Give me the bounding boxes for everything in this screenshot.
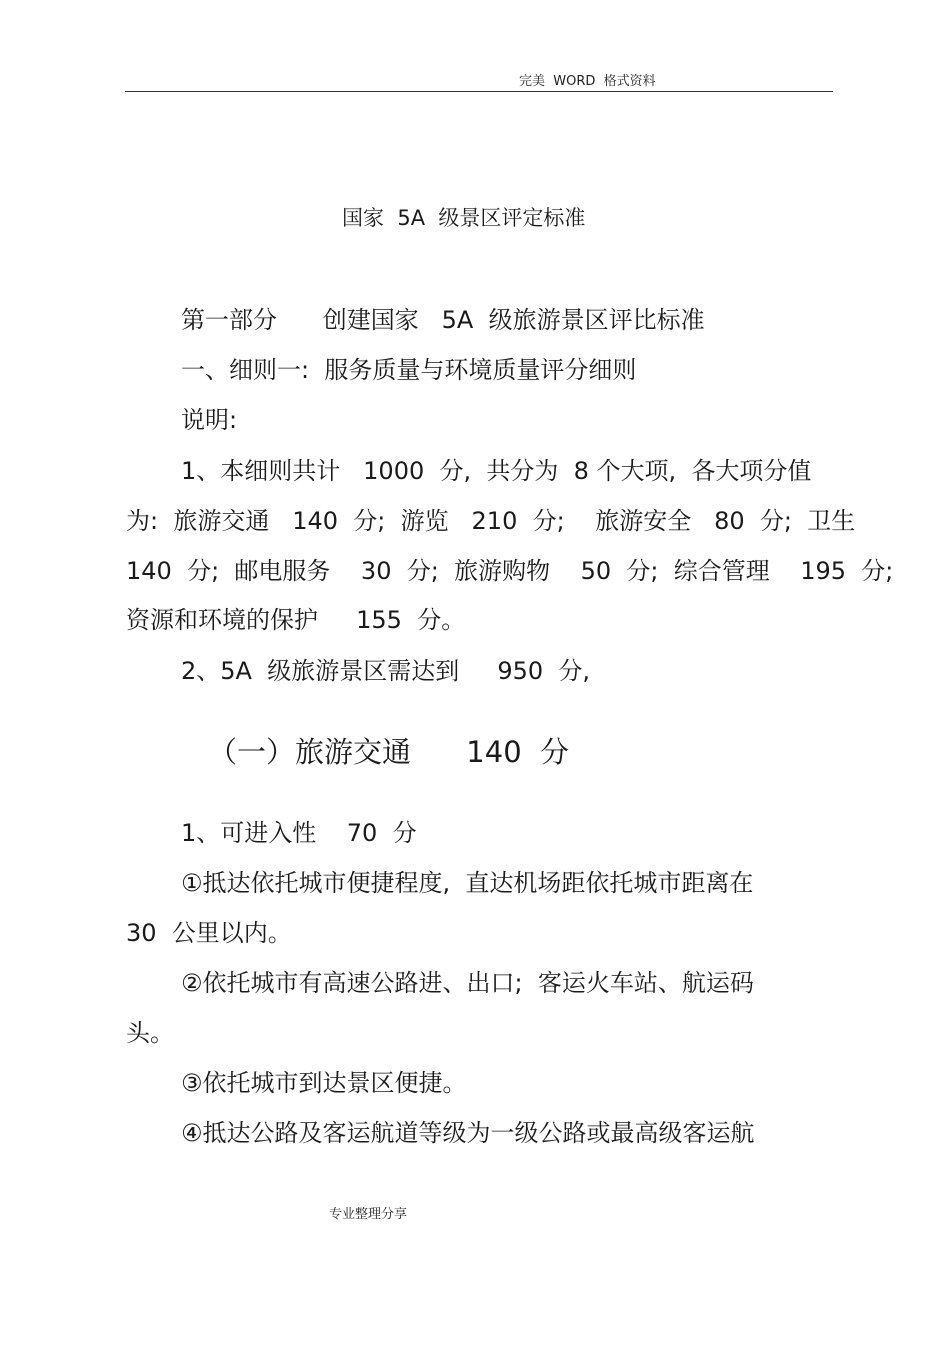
part-heading: 第一部分 创建国家 5A 级旅游景区评比标准 [181, 306, 705, 334]
header-divider [125, 91, 833, 92]
paragraph-line: 为: 旅游交通 140 分; 游览 210 分; 旅游安全 80 分; 卫生 [126, 507, 856, 535]
page-footer-text: 专业整理分享 [329, 1207, 408, 1222]
paragraph-line: ①抵达依托城市便捷程度, 直达机场距依托城市距离在 [181, 869, 754, 897]
paragraph-line: ④抵达公路及客运航道等级为一级公路或最高级客运航 [181, 1119, 755, 1147]
paragraph-line: ③依托城市到达景区便捷。 [181, 1069, 467, 1097]
paragraph-line: 2、5A 级旅游景区需达到 950 分, [181, 657, 591, 685]
paragraph-line: 30 公里以内。 [126, 919, 292, 947]
paragraph-line: ②依托城市有高速公路进、出口; 客运火车站、航运码 [181, 969, 754, 997]
section-heading: （一）旅游交通 140 分 [208, 735, 570, 769]
subsection-heading: 1、可进入性 70 分 [181, 819, 417, 847]
page-header-text: 完美 WORD 格式资料 [519, 74, 656, 89]
paragraph-line: 140 分; 邮电服务 30 分; 旅游购物 50 分; 综合管理 195 分; [126, 557, 894, 585]
paragraph-line: 资源和环境的保护 155 分。 [126, 606, 466, 634]
rule-heading: 一、细则一: 服务质量与环境质量评分细则 [181, 356, 637, 384]
document-title: 国家 5A 级景区评定标准 [342, 206, 586, 230]
explanation-label: 说明: [181, 406, 238, 434]
paragraph-line: 头。 [126, 1019, 174, 1047]
paragraph-line: 1、本细则共计 1000 分, 共分为 8 个大项, 各大项分值 [181, 457, 812, 485]
